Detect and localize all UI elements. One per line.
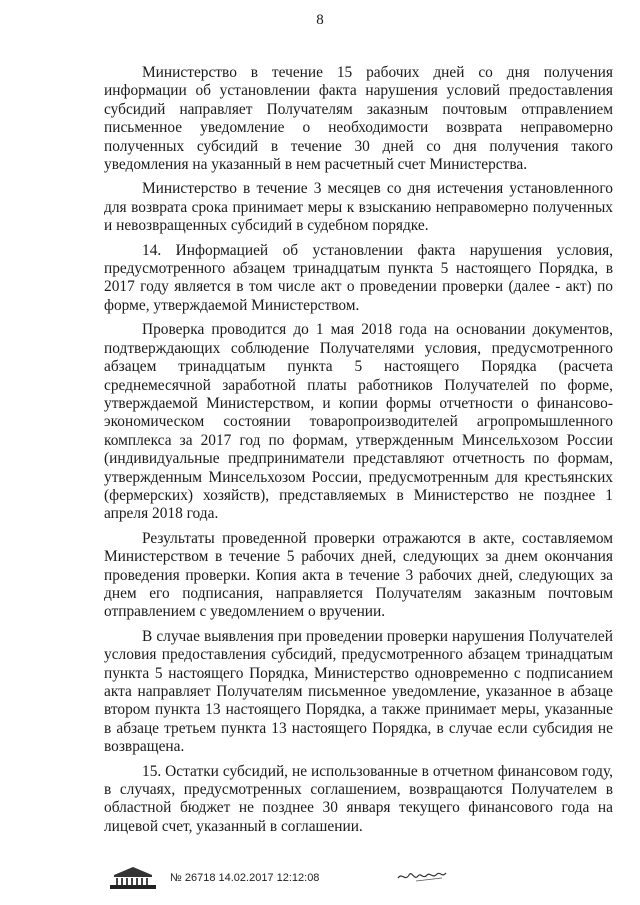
registration-stamp: № 26718 14.02.2017 12:12:08 xyxy=(170,872,320,884)
document-body xyxy=(104,64,613,842)
paragraph-item-14: 14. Информацией об установлении факта нарушения условия, предусмотренного абзацем тринадцатым пункта 5 настоящего Порядка, в 2017 году является в том числе акт о проведении проверки (далее - акт) по форме, утверждаемой Министерством. xyxy=(104,241,613,314)
page-number: 8 xyxy=(316,12,324,28)
paragraph-court-recovery: Министерство в течение 3 месяцев со дня истечения установленного для возврата срока принимает меры к взысканию неправомерно полученных и невозвращенных субсидий в судебном порядке. xyxy=(104,180,613,235)
paragraph-violation-case: В случае выявления при проведении проверки нарушения Получателей условия предоставления субсидий, предусмотренного абзацем тринадцатым пункта 5 настоящего Порядка, Министерство одновременно с подписанием акта направляет Получателям письменное уведомление, указанное в абзаце втором пункта 13 настоящего Порядка, а также принимает меры, указанные в абзаце третьем пункта 13 настоящего Порядка, в случае если субсидия не возвращена. xyxy=(104,627,613,756)
paragraph-refund-notice: Министерство в течение 15 рабочих дней со дня получения информации об установлении факта нарушения условий предоставления субсидий направляет Получателям заказным почтовым отправлением письменное уведомление о необходимости возврата неправомерно полученных субсидий в течение 30 дней со дня получения такого уведомления на указанный в нем расчетный счет Министерства. xyxy=(104,64,613,174)
paragraph-item-15: 15. Остатки субсидий, не использованные в отчетном финансовом году, в случаях, предусмотренных соглашением, возвращаются Получателем в областной бюджет не позднее 30 января текущего финансового года на лицевой счет, указанный в соглашении. xyxy=(104,762,613,835)
paragraph-inspection: Проверка проводится до 1 мая 2018 года на основании документов, подтверждающих соблюдение Получателями условия, предусмотренного абзацем тринадцатым пункта 5 настоящего Порядка (расчета среднемесячной заработной платы работников Получателей по форме, утверждаемой Министерством, и копии формы отчетности о финансово-экономическом состоянии товаропроизводителей агропромышленного комплекса за 2017 год по формам, утвержденным Минсельхозом России (индивидуальные предприниматели представляют отчетность по формам, утвержденным Минсельхозом России, предусмотренным для крестьянских (фермерских) хозяйств), представляемых в Министерство не позднее 1 апреля 2018 года. xyxy=(104,321,613,523)
paragraph-inspection-results: Результаты проведенной проверки отражаются в акте, составляемом Министерством в течение 5 рабочих дней, следующих за днем окончания проведения проверки. Копия акта в течение 3 рабочих дней, следующих за днем его подписания, направляется Получателям заказным почтовым отправлением с уведомлением о вручении. xyxy=(104,529,613,621)
document-footer xyxy=(108,866,588,892)
government-building-emblem-icon xyxy=(108,866,158,890)
handwritten-signature-icon xyxy=(396,866,456,886)
